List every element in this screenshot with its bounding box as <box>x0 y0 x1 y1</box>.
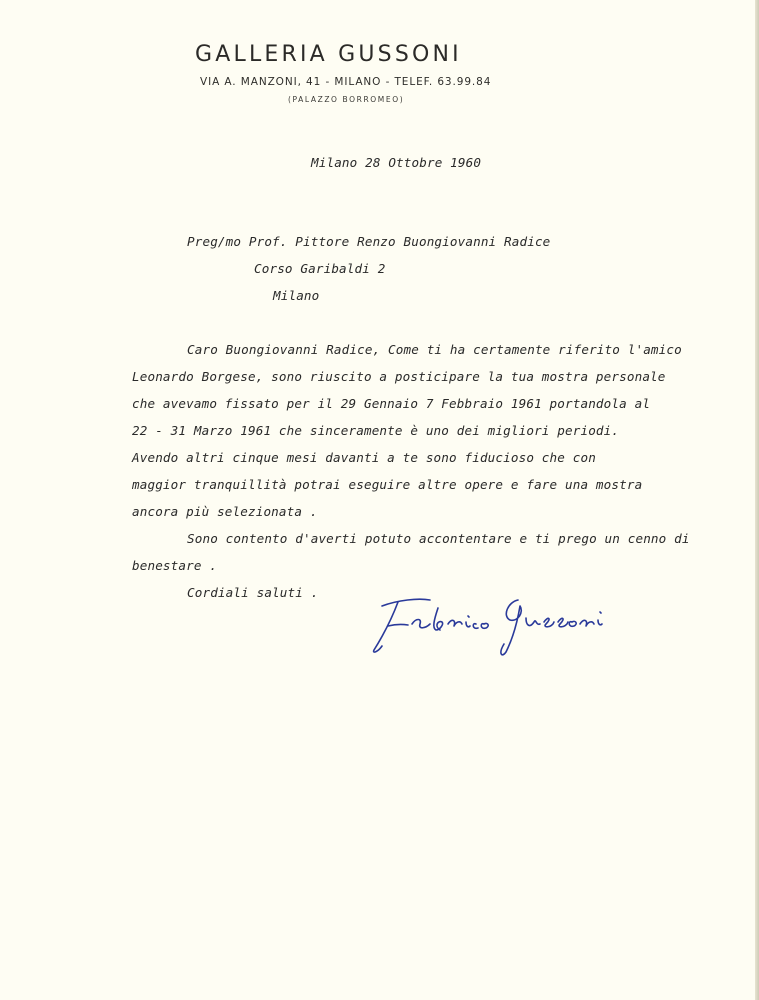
body-line: Avendo altri cinque mesi davanti a te sono fiducioso che con <box>132 450 596 465</box>
closing-line: Cordiali saluti . <box>187 585 319 600</box>
recipient-line-1: Preg/mo Prof. Pittore Renzo Buongiovanni Radice <box>187 234 551 249</box>
body-line: 22 - 31 Marzo 1961 che sinceramente è uno dei migliori periodi. <box>132 423 620 438</box>
letterhead-building: (PALAZZO BORROMEO) <box>288 95 405 104</box>
body-line: Sono contento d'averti potuto accontentare e ti prego un cenno di <box>187 531 690 546</box>
handwritten-signature <box>368 578 618 658</box>
letter-date: Milano 28 Ottobre 1960 <box>311 155 482 170</box>
body-line: Caro Buongiovanni Radice, Come ti ha certamente riferito l'amico <box>187 342 682 357</box>
body-line: maggior tranquillità potrai eseguire altre opere e fare una mostra <box>132 477 643 492</box>
paper-edge <box>755 0 759 1000</box>
body-line: Leonardo Borgese, sono riuscito a posticipare la tua mostra personale <box>132 369 666 384</box>
recipient-line-3: Milano <box>273 288 320 303</box>
recipient-line-2: Corso Garibaldi 2 <box>254 261 386 276</box>
body-line: benestare . <box>132 558 218 573</box>
body-line: che avevamo fissato per il 29 Gennaio 7 Febbraio 1961 portandola al <box>132 396 651 411</box>
letterhead-address: VIA A. MANZONI, 41 - MILANO - TELEF. 63.99.84 <box>200 76 492 88</box>
letterhead-name: GALLERIA GUSSONI <box>195 42 462 67</box>
body-line: ancora più selezionata . <box>132 504 318 519</box>
